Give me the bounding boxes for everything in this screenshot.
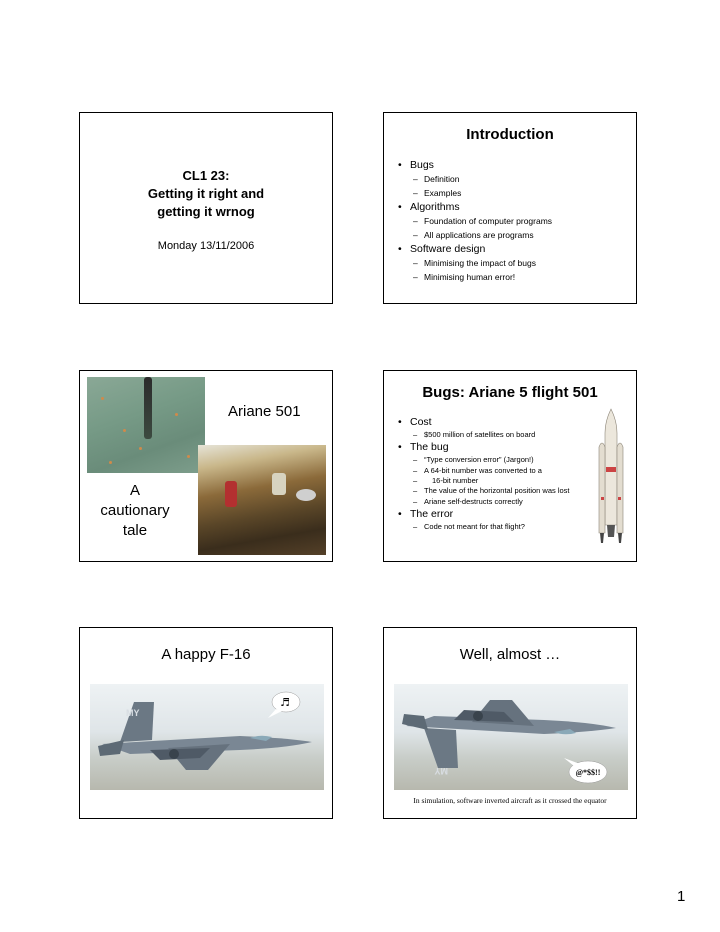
bullet: • Cost [398,415,630,429]
sub-bullet: – Minimising human error! [398,270,630,284]
person-figure [225,481,237,507]
sub-bullet: – Ariane self-destructs correctly [398,496,630,507]
smoke-trail [144,377,152,439]
sub-bullet: – Minimising the impact of bugs [398,256,630,270]
slide-introduction [383,112,637,304]
slide-happy-f16 [79,627,333,819]
sub-bullet: – All applications are programs [398,228,630,242]
tail-code: MY [126,708,140,718]
slide-title [79,112,333,304]
title-line-3: getting it wrnog [157,204,255,219]
sub-bullet: – $500 million of satellites on board [398,429,630,440]
slide-heading: Well, almost … [459,646,561,663]
ariane-label: Ariane 501 [228,403,301,420]
debris-piece [296,489,316,501]
debris-spark [101,397,104,400]
bullet: • Algorithms [398,200,630,214]
slide-ariane-501 [79,370,333,562]
sub-bullet: – Examples [398,186,630,200]
slide-heading: A happy F-16 [161,646,251,663]
bullet: • The error [398,507,630,521]
sub-bullet: – The value of the horizontal position was lost [398,485,630,496]
slide-well-almost [383,627,637,819]
slide-title-heading [80,167,332,221]
curse-text: @*$$!! [575,768,601,777]
bullet: • Bugs [398,158,630,172]
person-figure [272,473,286,495]
slide-caption: In simulation, software inverted aircraft as it crossed the equator [413,796,607,805]
slide-date: Monday 13/11/2006 [157,240,255,252]
slide-heading: Bugs: Ariane 5 flight 501 [422,384,598,401]
caption-line: cautionary [100,502,170,519]
page-number: 1 [677,888,686,905]
f16-photo [90,684,324,790]
explosion-photo [87,377,205,473]
wreckage-photo [198,445,326,555]
bullet-list [398,158,630,284]
title-line-1: CL1 23: [182,168,230,183]
ariane-rocket-icon [594,407,628,562]
slide-ariane-bug [383,370,637,562]
bullet: • Software design [398,242,630,256]
sub-bullet: – Code not meant for that flight? [398,521,630,532]
debris-spark [187,455,190,458]
sub-bullet: – Definition [398,172,630,186]
caption-line: A [129,482,140,499]
title-line-2: Getting it right and [147,186,265,201]
tail-code: MY [434,766,448,776]
sub-bullet: – “Type conversion error” (Jargon!) [398,454,630,465]
debris-spark [139,447,142,450]
sub-bullet-continuation: – 16-bit number [398,476,630,485]
sub-bullet: – A 64-bit number was converted to a [398,465,630,476]
f16-inverted-photo [394,684,628,790]
bullet: • The bug [398,440,630,454]
debris-spark [175,413,178,416]
debris-spark [109,461,112,464]
music-note-icon: ♬ [280,696,290,709]
f16-inverted-jet-icon [394,684,628,790]
slide-heading: Introduction [466,126,554,143]
sub-bullet: – Foundation of computer programs [398,214,630,228]
f16-jet-icon [90,684,324,790]
cautionary-caption [80,481,190,541]
debris-spark [123,429,126,432]
caption-line: tale [122,522,148,539]
